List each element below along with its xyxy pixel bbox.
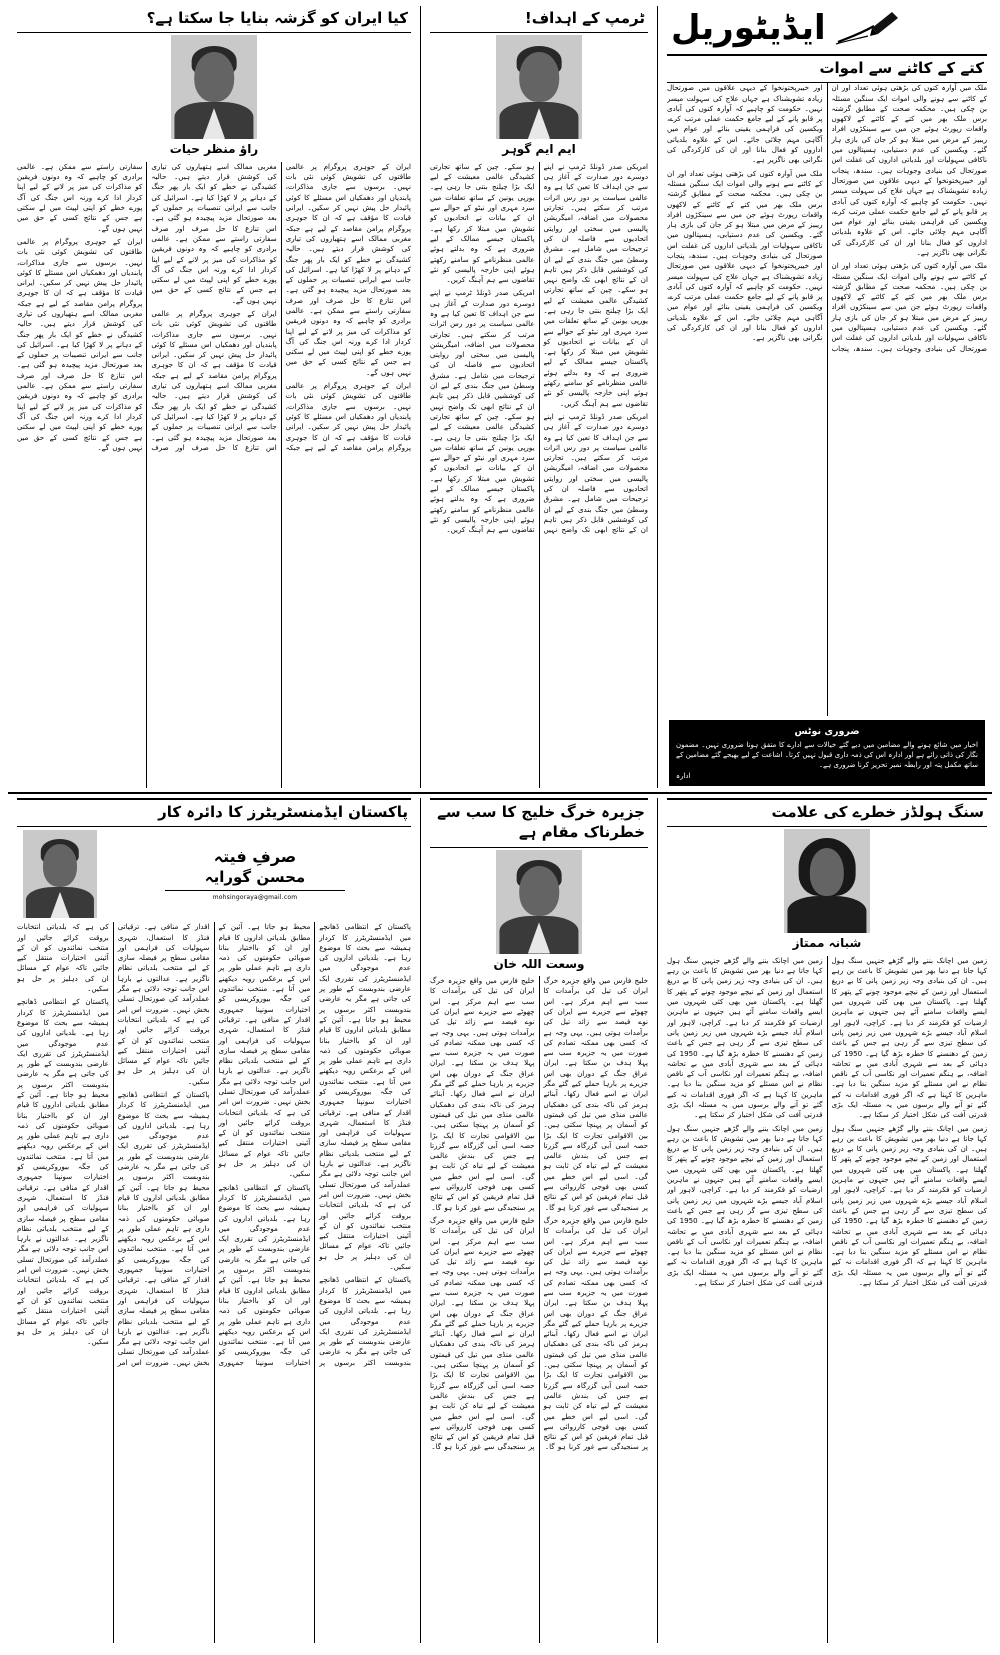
administrators-paragraph-2: پاکستان کے انتظامی ڈھانچے میں ایڈمنسٹریٹرز کا کردار ہمیشہ سے بحث کا موضوع رہا ہے۔ بلدیاتی اداروں کی عدم موجودگی میں ایڈمنسٹریٹرز کی تقرری ایک عارضی بندوبست کے طور پر کی جاتی ہے مگر یہ عارضی بندوبست اکثر برسوں پر محیط ہو جاتا ہے۔ آئین کے مطابق بلدیاتی اداروں کا قیام اور ان کو بااختیار بنانا صوبائی حکومتوں کی ذمہ داری ہے تاہم عملی طور پر اس کے برعکس رویہ دیکھنے میں آتا ہے۔ منتخب نمائندوں کی جگہ بیوروکریسی کو اختیارات سونپنا جمہوری اقدار کے منافی ہے۔ ترقیاتی فنڈز کا استعمال، شہری سہولیات کی فراہمی اور مقامی سطح پر فیصلہ سازی کے لیے منتخب بلدیاتی نظام ناگزیر ہے۔ عدالتوں نے بارہا اس جانب توجہ دلائی ہے مگر عملدرآمد کی صورتحال تسلی بخش نہیں۔ ضرورت اس امر کی ہے کہ بلدیاتی انتخابات بروقت کرائے جائیں اور منتخب نمائندوں کو ان کے آئینی اختیارات منتقل کیے جائیں تاکہ عوام کے مسائل ان کی دہلیز پر حل ہو سکیں۔ bbox=[218, 922, 411, 1367]
author-portrait-khark bbox=[496, 850, 582, 954]
byline-administrators: محسن گورایہ bbox=[204, 867, 306, 886]
zone-divider bbox=[8, 792, 992, 794]
trump-paragraph-2: امریکی صدر ڈونلڈ ٹرمپ نے اپنے دوسرے دور صدارت کے آغاز ہی سے جن اہداف کا تعین کیا ہے وہ عالمی سیاست پر دور رس اثرات مرتب کر سکتے ہیں۔ تجارتی محصولات میں اضافہ، امیگریشن پالیسی میں سختی اور روایتی اتحادیوں سے فاصلہ ان کی ترجیحات میں شامل ہے۔ مشرق وسطیٰ میں جنگ بندی کے لیے ان کی کوششیں قابل ذکر ہیں تاہم ان کے نتائج ابھی تک واضح نہیں ہو سکے۔ چین کے ساتھ تجارتی کشیدگی عالمی معیشت کے لیے ایک بڑا چیلنج بنتی جا رہی ہے۔ یورپی یونین کے ساتھ تعلقات میں سرد مہری اور نیٹو کے حوالے سے ان کے بیانات نے اتحادیوں کو تشویش میں مبتلا کر رکھا ہے۔ پاکستان جیسے ممالک کے لیے ضروری ہے کہ وہ بدلتے ہوئے عالمی منظرنامے کو سامنے رکھتے ہوئے اپنی خارجہ پالیسی کو نئے تقاضوں سے ہم آہنگ کریں۔ bbox=[430, 161, 648, 535]
notice-body: اخبار میں شائع ہونے والے مضامین میں دیے گئے خیالات سے ادارے کا متفق ہونا ضروری نہیں۔ مضمون نگار کی ذاتی رائے ہے اور ادارہ اس کی ذمہ داری قبول نہیں کرتا۔ اشاعت کے لیے بھیجے گئے مضامین کے ساتھ مکمل پتہ اور رابطہ نمبر تحریر کرنا ضروری ہے۔ bbox=[676, 741, 978, 769]
column-title-administrators: صرفِ فیتہ bbox=[213, 847, 297, 867]
masthead bbox=[667, 6, 987, 54]
author-portrait-sinkholes bbox=[784, 829, 870, 933]
khark-paragraph-3: خلیج فارس میں واقع جزیرہ خرگ ایران کی تیل کی برآمدات کا سب سے اہم مرکز ہے۔ اس چھوٹے سے جزیرے سے ایران کی نوے فیصد سے زائد تیل کی برآمدات ہوتی ہیں۔ یہی وجہ ہے کہ کسی بھی ممکنہ تصادم کی صورت میں یہ جزیرہ سب سے پہلا ہدف بن سکتا ہے۔ ایران عراق جنگ کے دوران بھی اس جزیرے پر بارہا حملے کیے گئے مگر ایران نے اسے فعال رکھا۔ آبنائے ہرمز کی ناکہ بندی کی دھمکیاں عالمی منڈی میں تیل کی قیمتوں کو آسمان پر پہنچا سکتی ہیں۔ بین الاقوامی تجارت کا ایک بڑا حصہ اسی آبی گزرگاہ سے گزرتا ہے جس کی بندش عالمی معیشت کے لیے تباہ کن ثابت ہو گی۔ اسی لیے اس خطے میں کسی بھی فوجی کارروائی سے قبل تمام فریقین کو اس کے نتائج پر سنجیدگی سے غور کرنا ہو گا۔ bbox=[430, 976, 535, 1212]
byline-khark: وسعت اللہ خان bbox=[493, 956, 585, 971]
trump-paragraph-3: امریکی صدر ڈونلڈ ٹرمپ نے اپنے دوسرے دور صدارت کے آغاز ہی سے جن اہداف کا تعین کیا ہے وہ عالمی سیاست پر دور رس اثرات مرتب کر سکتے ہیں۔ تجارتی محصولات میں اضافہ، امیگریشن پالیسی میں سختی اور روایتی اتحادیوں سے فاصلہ ان کی ترجیحات میں شامل ہے۔ مشرق وسطیٰ میں جنگ بندی کے لیے ان کی کوششیں قابل ذکر ہیں تاہم ان کے نتائج ابھی تک واضح نہیں ہو سکے۔ چین کے ساتھ تجارتی کشیدگی عالمی معیشت کے لیے ایک بڑا چیلنج بنتی جا رہی ہے۔ یورپی یونین کے ساتھ تعلقات میں سرد مہری اور نیٹو کے حوالے سے ان کے بیانات نے اتحادیوں کو تشویش میں مبتلا کر رکھا ہے۔ پاکستان جیسے ممالک کے لیے ضروری ہے کہ وہ بدلتے ہوئے عالمی منظرنامے کو سامنے رکھتے ہوئے اپنی خارجہ پالیسی کو نئے تقاضوں سے ہم آہنگ کریں۔ bbox=[430, 288, 535, 535]
khark-paragraph-2: خلیج فارس میں واقع جزیرہ خرگ ایران کی تیل کی برآمدات کا سب سے اہم مرکز ہے۔ اس چھوٹے سے جزیرے سے ایران کی نوے فیصد سے زائد تیل کی برآمدات ہوتی ہیں۔ یہی وجہ ہے کہ کسی بھی ممکنہ تصادم کی صورت میں یہ جزیرہ سب سے پہلا ہدف بن سکتا ہے۔ ایران عراق جنگ کے دوران بھی اس جزیرے پر بارہا حملے کیے گئے مگر ایران نے اسے فعال رکھا۔ آبنائے ہرمز کی ناکہ بندی کی دھمکیاں عالمی منڈی میں تیل کی قیمتوں کو آسمان پر پہنچا سکتی ہیں۔ بین الاقوامی تجارت کا ایک بڑا حصہ اسی آبی گزرگاہ سے گزرتا ہے جس کی بندش عالمی معیشت کے لیے تباہ کن ثابت ہو گی۔ اسی لیے اس خطے میں کسی بھی فوجی کارروائی سے قبل تمام فریقین کو اس کے نتائج پر سنجیدگی سے غور کرنا ہو گا۔ bbox=[543, 1215, 648, 1452]
trump-paragraph: امریکی صدر ڈونلڈ ٹرمپ نے اپنے دوسرے دور صدارت کے آغاز ہی سے جن اہداف کا تعین کیا ہے وہ عالمی سیاست پر دور رس اثرات مرتب کر سکتے ہیں۔ تجارتی محصولات میں اضافہ، امیگریشن پالیسی میں سختی اور روایتی اتحادیوں سے فاصلہ ان کی ترجیحات میں شامل ہے۔ مشرق وسطیٰ میں جنگ بندی کے لیے ان کی کوششیں قابل ذکر ہیں تاہم ان کے نتائج ابھی تک واضح نہیں ہو سکے۔ چین کے ساتھ تجارتی کشیدگی عالمی معیشت کے لیے ایک بڑا چیلنج بنتی جا رہی ہے۔ یورپی یونین کے ساتھ تعلقات میں سرد مہری اور نیٹو کے حوالے سے ان کے بیانات نے اتحادیوں کو تشویش میں مبتلا کر رکھا ہے۔ پاکستان جیسے ممالک کے لیے ضروری ہے کہ وہ بدلتے ہوئے عالمی منظرنامے کو سامنے رکھتے ہوئے اپنی خارجہ پالیسی کو نئے تقاضوں سے ہم آہنگ کریں۔ bbox=[543, 161, 648, 408]
article-trump bbox=[425, 6, 653, 788]
bottom-zone bbox=[8, 798, 992, 1643]
author-portrait-iran-article bbox=[171, 35, 257, 139]
article-editorial bbox=[662, 6, 992, 788]
byline-rule bbox=[165, 890, 345, 891]
khark-paragraph: خلیج فارس میں واقع جزیرہ خرگ ایران کی تیل کی برآمدات کا سب سے اہم مرکز ہے۔ اس چھوٹے سے جزیرے سے ایران کی نوے فیصد سے زائد تیل کی برآمدات ہوتی ہیں۔ یہی وجہ ہے کہ کسی بھی ممکنہ تصادم کی صورت میں یہ جزیرہ سب سے پہلا ہدف بن سکتا ہے۔ ایران عراق جنگ کے دوران بھی اس جزیرے پر بارہا حملے کیے گئے مگر ایران نے اسے فعال رکھا۔ آبنائے ہرمز کی ناکہ بندی کی دھمکیاں عالمی منڈی میں تیل کی قیمتوں کو آسمان پر پہنچا سکتی ہیں۔ بین الاقوامی تجارت کا ایک بڑا حصہ اسی آبی گزرگاہ سے گزرتا ہے جس کی بندش عالمی معیشت کے لیے تباہ کن ثابت ہو گی۔ اسی لیے اس خطے میں کسی بھی فوجی کارروائی سے قبل تمام فریقین کو اس کے نتائج پر سنجیدگی سے غور کرنا ہو گا۔ bbox=[543, 976, 648, 1212]
notice-title: ضروری نوٹس bbox=[794, 726, 860, 737]
sinkholes-headline: سنگ ہولڈز خطرے کی علامت bbox=[667, 798, 987, 827]
sinkholes-paragraph-3: زمین میں اچانک بننے والے گڑھے جنہیں سنگ ہول کہا جاتا ہے دنیا بھر میں تشویش کا باعث بن رہے ہیں۔ ان کی بنیادی وجہ زیر زمین پانی کا بے دریغ استعمال اور زمین کے نیچے موجود چونے کے پتھر کا گھلنا ہے۔ پاکستان میں بھی کئی شہروں میں ایسے واقعات سامنے آئے ہیں جنہوں نے ماہرین ارضیات کو فکرمند کر دیا ہے۔ کراچی، لاہور اور اسلام آباد جیسے بڑے شہروں میں زیر زمین پانی کی سطح تیزی سے گر رہی ہے جس کے باعث زمین کے دھنسنے کا خطرہ بڑھ گیا ہے۔ 1950 کی دہائی کے بعد سے شہری آبادی میں بے تحاشہ اضافہ، بے ہنگم تعمیرات اور نکاسی آب کے ناقص نظام نے اس مسئلے کو مزید سنگین بنا دیا ہے۔ ماہرین کا کہنا ہے کہ اگر فوری اقدامات نہ کیے گئے تو آنے والے برسوں میں یہ مسئلہ ایک بڑی قدرتی آفت کی شکل اختیار کر سکتا ہے۔ bbox=[667, 955, 823, 1120]
trump-headline: ٹرمپ کے اہداف! bbox=[430, 6, 648, 33]
administrators-headline: پاکستان ایڈمنسٹریٹرز کا دائرہ کار bbox=[17, 798, 411, 827]
article-sinkholes bbox=[662, 798, 992, 1643]
khark-paragraph-4: خلیج فارس میں واقع جزیرہ خرگ ایران کی تیل کی برآمدات کا سب سے اہم مرکز ہے۔ اس چھوٹے سے جزیرے سے ایران کی نوے فیصد سے زائد تیل کی برآمدات ہوتی ہیں۔ یہی وجہ ہے کہ کسی بھی ممکنہ تصادم کی صورت میں یہ جزیرہ سب سے پہلا ہدف بن سکتا ہے۔ ایران عراق جنگ کے دوران بھی اس جزیرے پر بارہا حملے کیے گئے مگر ایران نے اسے فعال رکھا۔ آبنائے ہرمز کی ناکہ بندی کی دھمکیاں عالمی منڈی میں تیل کی قیمتوں کو آسمان پر پہنچا سکتی ہیں۔ بین الاقوامی تجارت کا ایک بڑا حصہ اسی آبی گزرگاہ سے گزرتا ہے جس کی بندش عالمی معیشت کے لیے تباہ کن ثابت ہو گی۔ اسی لیے اس خطے میں کسی بھی فوجی کارروائی سے قبل تمام فریقین کو اس کے نتائج پر سنجیدگی سے غور کرنا ہو گا۔ bbox=[430, 1215, 535, 1452]
khark-body bbox=[430, 976, 648, 1643]
administrators-paragraph-5: پاکستان کے انتظامی ڈھانچے میں ایڈمنسٹریٹرز کا کردار ہمیشہ سے بحث کا موضوع رہا ہے۔ بلدیاتی اداروں کی عدم موجودگی میں ایڈمنسٹریٹرز کی تقرری ایک عارضی بندوبست کے طور پر کی جاتی ہے مگر یہ عارضی بندوبست اکثر برسوں پر محیط ہو جاتا ہے۔ آئین کے مطابق بلدیاتی اداروں کا قیام اور ان کو بااختیار بنانا صوبائی حکومتوں کی ذمہ داری ہے تاہم عملی طور پر اس کے برعکس رویہ دیکھنے میں آتا ہے۔ منتخب نمائندوں کی جگہ بیوروکریسی کو اختیارات سونپنا جمہوری اقدار کے منافی ہے۔ ترقیاتی فنڈز کا استعمال، شہری سہولیات کی فراہمی اور مقامی سطح پر فیصلہ سازی کے لیے منتخب بلدیاتی نظام ناگزیر ہے۔ عدالتوں نے بارہا اس جانب توجہ دلائی ہے مگر عملدرآمد کی صورتحال تسلی بخش نہیں۔ ضرورت اس امر کی ہے کہ بلدیاتی انتخابات بروقت کرائے جائیں اور منتخب نمائندوں کو ان کے آئینی اختیارات منتقل کیے جائیں تاکہ عوام کے مسائل ان کی دہلیز پر حل ہو سکیں۔ bbox=[17, 997, 109, 1347]
article-administrators bbox=[12, 798, 416, 1643]
byline-iran: راؤ منظر حیات bbox=[169, 142, 259, 157]
editorial-paragraph: ملک میں آوارہ کتوں کی بڑھتی ہوئی تعداد اور ان کے کاٹنے سے ہونے والی اموات ایک سنگین مسئلہ بن چکی ہیں۔ محکمہ صحت کے مطابق گزشتہ برس ملک بھر میں کتے کے کاٹنے کے لاکھوں واقعات رپورٹ ہوئے جن میں سے سینکڑوں افراد ریبیز کے مرض میں مبتلا ہو کر جان کی بازی ہار گئے۔ ویکسین کی عدم دستیابی، ہسپتالوں میں ناکافی سہولیات اور بلدیاتی اداروں کی غفلت اس صورتحال کی بنیادی وجوہات ہیں۔ سندھ، پنجاب اور خیبرپختونخوا کے دیہی علاقوں میں صورتحال زیادہ تشویشناک ہے جہاں علاج کی سہولت میسر نہیں۔ حکومت کو چاہیے کہ آوارہ کتوں کی آبادی پر قابو پانے کے لیے جامع حکمت عملی مرتب کرے، ویکسین کی فراہمی یقینی بنائے اور عوام میں آگاہی مہم چلائی جائے۔ اس کے علاوہ بلدیاتی اداروں کو فعال بنانا اور ان کی کارکردگی کی نگرانی بھی ناگزیر ہے۔ bbox=[831, 83, 987, 257]
author-portrait-trump-article bbox=[496, 35, 582, 139]
article-iran bbox=[12, 6, 416, 788]
notice-signature: ادارہ bbox=[676, 772, 691, 780]
editorial-paragraph-2: ملک میں آوارہ کتوں کی بڑھتی ہوئی تعداد اور ان کے کاٹنے سے ہونے والی اموات ایک سنگین مسئلہ بن چکی ہیں۔ محکمہ صحت کے مطابق گزشتہ برس ملک بھر میں کتے کے کاٹنے کے لاکھوں واقعات رپورٹ ہوئے جن میں سے سینکڑوں افراد ریبیز کے مرض میں مبتلا ہو کر جان کی بازی ہار گئے۔ ویکسین کی عدم دستیابی، ہسپتالوں میں ناکافی سہولیات اور بلدیاتی اداروں کی غفلت اس صورتحال کی بنیادی وجوہات ہیں۔ سندھ، پنجاب اور خیبرپختونخوا کے دیہی علاقوں میں صورتحال زیادہ تشویشناک ہے جہاں علاج کی سہولت میسر نہیں۔ حکومت کو چاہیے کہ آوارہ کتوں کی آبادی پر قابو پانے کے لیے جامع حکمت عملی مرتب کرے، ویکسین کی فراہمی یقینی بنائے اور عوام میں آگاہی مہم چلائی جائے۔ اس کے علاوہ بلدیاتی اداروں کو فعال بنانا اور ان کی کارکردگی کی نگرانی بھی ناگزیر ہے۔ bbox=[667, 83, 987, 353]
iran-paragraph-2: ایران کے جوہری پروگرام پر عالمی طاقتوں کی تشویش کوئی نئی بات نہیں۔ برسوں سے جاری مذاکرات، پابندیاں اور دھمکیاں اس مسئلے کا کوئی پائیدار حل پیش نہیں کر سکیں۔ ایرانی قیادت کا مؤقف ہے کہ ان کا جوہری پروگرام پرامن مقاصد کے لیے ہے جبکہ مغربی ممالک اسے ہتھیاروں کی تیاری کی کوشش قرار دیتے ہیں۔ حالیہ کشیدگی نے خطے کو ایک بار پھر جنگ کے دہانے پر لا کھڑا کیا ہے۔ اسرائیل کی جانب سے ایرانی تنصیبات پر حملوں کے بعد صورتحال مزید پیچیدہ ہو گئی ہے۔ اس تنازع کا حل صرف اور صرف سفارتی راستے سے ممکن ہے۔ عالمی برادری کو چاہیے کہ وہ دونوں فریقین کو مذاکرات کی میز پر لانے کے لیے اپنا کردار ادا کرے ورنہ اس جنگ کی آگ پورے خطے کو اپنی لپیٹ میں لے سکتی ہے جس کے نتائج کسی کے حق میں نہیں ہوں گے۔ bbox=[151, 161, 411, 452]
sinkholes-body bbox=[667, 956, 987, 1643]
administrators-paragraph: پاکستان کے انتظامی ڈھانچے میں ایڈمنسٹریٹرز کا کردار ہمیشہ سے بحث کا موضوع رہا ہے۔ بلدیاتی اداروں کی عدم موجودگی میں ایڈمنسٹریٹرز کی تقرری ایک عارضی بندوبست کے طور پر کی جاتی ہے مگر یہ عارضی بندوبست اکثر برسوں پر محیط ہو جاتا ہے۔ آئین کے مطابق بلدیاتی اداروں کا قیام اور ان کو بااختیار بنانا صوبائی حکومتوں کی ذمہ داری ہے تاہم عملی طور پر اس کے برعکس رویہ دیکھنے میں آتا ہے۔ منتخب نمائندوں کی جگہ بیوروکریسی کو اختیارات سونپنا جمہوری اقدار کے منافی ہے۔ ترقیاتی فنڈز کا استعمال، شہری سہولیات کی فراہمی اور مقامی سطح پر فیصلہ سازی کے لیے منتخب بلدیاتی نظام ناگزیر ہے۔ عدالتوں نے بارہا اس جانب توجہ دلائی ہے مگر عملدرآمد کی صورتحال تسلی بخش نہیں۔ ضرورت اس امر کی ہے کہ بلدیاتی انتخابات بروقت کرائے جائیں اور منتخب نمائندوں کو ان کے آئینی اختیارات منتقل کیے جائیں تاکہ عوام کے مسائل ان کی دہلیز پر حل ہو سکیں۔ bbox=[319, 922, 411, 1272]
masthead-title: ایڈیٹوریل bbox=[671, 8, 826, 48]
column-divider-3 bbox=[657, 798, 658, 1643]
trump-body bbox=[430, 162, 648, 788]
administrators-paragraph-3: پاکستان کے انتظامی ڈھانچے میں ایڈمنسٹریٹرز کا کردار ہمیشہ سے بحث کا موضوع رہا ہے۔ بلدیاتی اداروں کی عدم موجودگی میں ایڈمنسٹریٹرز کی تقرری ایک عارضی بندوبست کے طور پر کی جاتی ہے مگر یہ عارضی بندوبست اکثر برسوں پر محیط ہو جاتا ہے۔ آئین کے مطابق بلدیاتی اداروں کا قیام اور ان کو بااختیار بنانا صوبائی حکومتوں کی ذمہ داری ہے تاہم عملی طور پر اس کے برعکس رویہ دیکھنے میں آتا ہے۔ منتخب نمائندوں کی جگہ بیوروکریسی کو اختیارات سونپنا جمہوری اقدار کے منافی ہے۔ ترقیاتی فنڈز کا استعمال، شہری سہولیات کی فراہمی اور مقامی سطح پر فیصلہ سازی کے لیے منتخب بلدیاتی نظام ناگزیر ہے۔ عدالتوں نے بارہا اس جانب توجہ دلائی ہے مگر عملدرآمد کی صورتحال تسلی بخش نہیں۔ ضرورت اس امر کی ہے کہ بلدیاتی انتخابات بروقت کرائے جائیں اور منتخب نمائندوں کو ان کے آئینی اختیارات منتقل کیے جائیں تاکہ عوام کے مسائل ان کی دہلیز پر حل ہو سکیں۔ bbox=[117, 922, 311, 1367]
article-khark bbox=[425, 798, 653, 1643]
sinkholes-paragraph-4: زمین میں اچانک بننے والے گڑھے جنہیں سنگ ہول کہا جاتا ہے دنیا بھر میں تشویش کا باعث بن رہے ہیں۔ ان کی بنیادی وجہ زیر زمین پانی کا بے دریغ استعمال اور زمین کے نیچے موجود چونے کے پتھر کا گھلنا ہے۔ پاکستان میں بھی کئی شہروں میں ایسے واقعات سامنے آئے ہیں جنہوں نے ماہرین ارضیات کو فکرمند کر دیا ہے۔ کراچی، لاہور اور اسلام آباد جیسے بڑے شہروں میں زیر زمین پانی کی سطح تیزی سے گر رہی ہے جس کے باعث زمین کے دھنسنے کا خطرہ بڑھ گیا ہے۔ 1950 کی دہائی کے بعد سے شہری آبادی میں بے تحاشہ اضافہ، بے ہنگم تعمیرات اور نکاسی آب کے ناقص نظام نے اس مسئلے کو مزید سنگین بنا دیا ہے۔ ماہرین کا کہنا ہے کہ اگر فوری اقدامات نہ کیے گئے تو آنے والے برسوں میں یہ مسئلہ ایک بڑی قدرتی آفت کی شکل اختیار کر سکتا ہے۔ bbox=[667, 1123, 823, 1288]
editorial-headline: کتے کے کاٹنے سے اموات bbox=[667, 54, 987, 83]
administrators-byline-block bbox=[17, 827, 411, 918]
iran-paragraph-4: ایران کے جوہری پروگرام پر عالمی طاقتوں کی تشویش کوئی نئی بات نہیں۔ برسوں سے جاری مذاکرات، پابندیاں اور دھمکیاں اس مسئلے کا کوئی پائیدار حل پیش نہیں کر سکیں۔ ایرانی قیادت کا مؤقف ہے کہ ان کا جوہری پروگرام پرامن مقاصد کے لیے ہے جبکہ مغربی ممالک اسے ہتھیاروں کی تیاری کی کوشش قرار دیتے ہیں۔ حالیہ کشیدگی نے خطے کو ایک بار پھر جنگ کے دہانے پر لا کھڑا کیا ہے۔ اسرائیل کی جانب سے ایرانی تنصیبات پر حملوں کے بعد صورتحال مزید پیچیدہ ہو گئی ہے۔ اس تنازع کا حل صرف اور صرف سفارتی راستے سے ممکن ہے۔ عالمی برادری کو چاہیے کہ وہ دونوں فریقین کو مذاکرات کی میز پر لانے کے لیے اپنا کردار ادا کرے ورنہ اس جنگ کی آگ پورے خطے کو اپنی لپیٹ میں لے سکتی ہے جس کے نتائج کسی کے حق میں نہیں ہوں گے۔ bbox=[17, 236, 143, 452]
editorial-body bbox=[667, 83, 987, 716]
column-divider-2 bbox=[420, 6, 421, 788]
top-zone bbox=[8, 6, 992, 788]
author-email-administrators: mohsingoraya@gmail.com bbox=[212, 894, 298, 902]
iran-paragraph-3: ایران کے جوہری پروگرام پر عالمی طاقتوں کی تشویش کوئی نئی بات نہیں۔ برسوں سے جاری مذاکرات، پابندیاں اور دھمکیاں اس مسئلے کا کوئی پائیدار حل پیش نہیں کر سکیں۔ ایرانی قیادت کا مؤقف ہے کہ ان کا جوہری پروگرام پرامن مقاصد کے لیے ہے جبکہ مغربی ممالک اسے ہتھیاروں کی تیاری کی کوشش قرار دیتے ہیں۔ حالیہ کشیدگی نے خطے کو ایک بار پھر جنگ کے دہانے پر لا کھڑا کیا ہے۔ اسرائیل کی جانب سے ایرانی تنصیبات پر حملوں کے بعد صورتحال مزید پیچیدہ ہو گئی ہے۔ اس تنازع کا حل صرف اور صرف سفارتی راستے سے ممکن ہے۔ عالمی برادری کو چاہیے کہ وہ دونوں فریقین کو مذاکرات کی میز پر لانے کے لیے اپنا کردار ادا کرے ورنہ اس جنگ کی آگ پورے خطے کو اپنی لپیٹ میں لے سکتی ہے جس کے نتائج کسی کے حق میں نہیں ہوں گے۔ bbox=[17, 161, 277, 452]
administrators-body bbox=[17, 922, 411, 1643]
byline-sinkholes: شبانہ ممتاز bbox=[792, 936, 862, 951]
sinkholes-paragraph: زمین میں اچانک بننے والے گڑھے جنہیں سنگ ہول کہا جاتا ہے دنیا بھر میں تشویش کا باعث بن رہے ہیں۔ ان کی بنیادی وجہ زیر زمین پانی کا بے دریغ استعمال اور زمین کے نیچے موجود چونے کے پتھر کا گھلنا ہے۔ پاکستان میں بھی کئی شہروں میں ایسے واقعات سامنے آئے ہیں جنہوں نے ماہرین ارضیات کو فکرمند کر دیا ہے۔ کراچی، لاہور اور اسلام آباد جیسے بڑے شہروں میں زیر زمین پانی کی سطح تیزی سے گر رہی ہے جس کے باعث زمین کے دھنسنے کا خطرہ بڑھ گیا ہے۔ 1950 کی دہائی کے بعد سے شہری آبادی میں بے تحاشہ اضافہ، بے ہنگم تعمیرات اور نکاسی آب کے ناقص نظام نے اس مسئلے کو مزید سنگین بنا دیا ہے۔ ماہرین کا کہنا ہے کہ اگر فوری اقدامات نہ کیے گئے تو آنے والے برسوں میں یہ مسئلہ ایک بڑی قدرتی آفت کی شکل اختیار کر سکتا ہے۔ bbox=[831, 955, 987, 1120]
column-divider bbox=[657, 6, 658, 788]
iran-paragraph: ایران کے جوہری پروگرام پر عالمی طاقتوں کی تشویش کوئی نئی بات نہیں۔ برسوں سے جاری مذاکرات، پابندیاں اور دھمکیاں اس مسئلے کا کوئی پائیدار حل پیش نہیں کر سکیں۔ ایرانی قیادت کا مؤقف ہے کہ ان کا جوہری پروگرام پرامن مقاصد کے لیے ہے جبکہ مغربی ممالک اسے ہتھیاروں کی تیاری کی کوشش قرار دیتے ہیں۔ حالیہ کشیدگی نے خطے کو ایک بار پھر جنگ کے دہانے پر لا کھڑا کیا ہے۔ اسرائیل کی جانب سے ایرانی تنصیبات پر حملوں کے بعد صورتحال مزید پیچیدہ ہو گئی ہے۔ اس تنازع کا حل صرف اور صرف سفارتی راستے سے ممکن ہے۔ عالمی برادری کو چاہیے کہ وہ دونوں فریقین کو مذاکرات کی میز پر لانے کے لیے اپنا کردار ادا کرے ورنہ اس جنگ کی آگ پورے خطے کو اپنی لپیٹ میں لے سکتی ہے جس کے نتائج کسی کے حق میں نہیں ہوں گے۔ bbox=[285, 161, 411, 377]
iran-body bbox=[17, 162, 411, 788]
column-divider-4 bbox=[420, 798, 421, 1643]
khark-headline: جزیرہ خرگ خلیج کا سب سے خطرناک مقام ہے bbox=[430, 798, 648, 848]
sinkholes-paragraph-2: زمین میں اچانک بننے والے گڑھے جنہیں سنگ ہول کہا جاتا ہے دنیا بھر میں تشویش کا باعث بن رہے ہیں۔ ان کی بنیادی وجہ زیر زمین پانی کا بے دریغ استعمال اور زمین کے نیچے موجود چونے کے پتھر کا گھلنا ہے۔ پاکستان میں بھی کئی شہروں میں ایسے واقعات سامنے آئے ہیں جنہوں نے ماہرین ارضیات کو فکرمند کر دیا ہے۔ کراچی، لاہور اور اسلام آباد جیسے بڑے شہروں میں زیر زمین پانی کی سطح تیزی سے گر رہی ہے جس کے باعث زمین کے دھنسنے کا خطرہ بڑھ گیا ہے۔ 1950 کی دہائی کے بعد سے شہری آبادی میں بے تحاشہ اضافہ، بے ہنگم تعمیرات اور نکاسی آب کے ناقص نظام نے اس مسئلے کو مزید سنگین بنا دیا ہے۔ ماہرین کا کہنا ہے کہ اگر فوری اقدامات نہ کیے گئے تو آنے والے برسوں میں یہ مسئلہ ایک بڑی قدرتی آفت کی شکل اختیار کر سکتا ہے۔ bbox=[831, 1123, 987, 1288]
byline-trump: ایم ایم گوہر bbox=[502, 142, 576, 157]
iran-headline: کیا ایران کو گزشہ بنایا جا سکتا ہے؟ bbox=[17, 6, 411, 33]
editorial-paragraph-3: ملک میں آوارہ کتوں کی بڑھتی ہوئی تعداد اور ان کے کاٹنے سے ہونے والی اموات ایک سنگین مسئلہ بن چکی ہیں۔ محکمہ صحت کے مطابق گزشتہ برس ملک بھر میں کتے کے کاٹنے کے لاکھوں واقعات رپورٹ ہوئے جن میں سے سینکڑوں افراد ریبیز کے مرض میں مبتلا ہو کر جان کی بازی ہار گئے۔ ویکسین کی عدم دستیابی، ہسپتالوں میں ناکافی سہولیات اور بلدیاتی اداروں کی غفلت اس صورتحال کی بنیادی وجوہات ہیں۔ سندھ، پنجاب اور خیبرپختونخوا کے دیہی علاقوں میں صورتحال زیادہ تشویشناک ہے جہاں علاج کی سہولت میسر نہیں۔ حکومت کو چاہیے کہ آوارہ کتوں کی آبادی پر قابو پانے کے لیے جامع حکمت عملی مرتب کرے، ویکسین کی فراہمی یقینی بنائے اور عوام میں آگاہی مہم چلائی جائے۔ اس کے علاوہ بلدیاتی اداروں کو فعال بنانا اور ان کی کارکردگی کی نگرانی بھی ناگزیر ہے۔ bbox=[667, 168, 823, 343]
author-portrait-administrators bbox=[23, 830, 97, 918]
administrators-paragraph-4: پاکستان کے انتظامی ڈھانچے میں ایڈمنسٹریٹرز کا کردار ہمیشہ سے بحث کا موضوع رہا ہے۔ بلدیاتی اداروں کی عدم موجودگی میں ایڈمنسٹریٹرز کی تقرری ایک عارضی بندوبست کے طور پر کی جاتی ہے مگر یہ عارضی بندوبست اکثر برسوں پر محیط ہو جاتا ہے۔ آئین کے مطابق بلدیاتی اداروں کا قیام اور ان کو بااختیار بنانا صوبائی حکومتوں کی ذمہ داری ہے تاہم عملی طور پر اس کے برعکس رویہ دیکھنے میں آتا ہے۔ منتخب نمائندوں کی جگہ بیوروکریسی کو اختیارات سونپنا جمہوری اقدار کے منافی ہے۔ ترقیاتی فنڈز کا استعمال، شہری سہولیات کی فراہمی اور مقامی سطح پر فیصلہ سازی کے لیے منتخب بلدیاتی نظام ناگزیر ہے۔ عدالتوں نے بارہا اس جانب توجہ دلائی ہے مگر عملدرآمد کی صورتحال تسلی بخش نہیں۔ ضرورت اس امر کی ہے کہ بلدیاتی انتخابات بروقت کرائے جائیں اور منتخب نمائندوں کو ان کے آئینی اختیارات منتقل کیے جائیں تاکہ عوام کے مسائل ان کی دہلیز پر حل ہو سکیں۔ bbox=[17, 922, 210, 1367]
editor-notice bbox=[669, 720, 985, 786]
pen-writing-icon bbox=[834, 8, 904, 48]
